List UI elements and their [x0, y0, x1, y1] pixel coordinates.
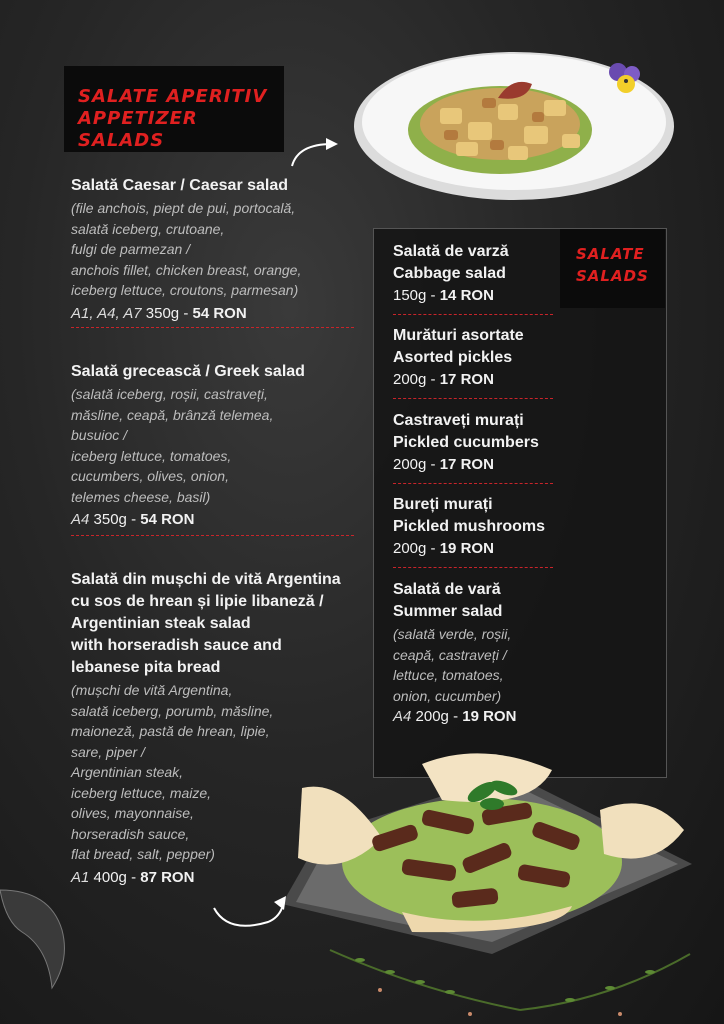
- price: 19 RON: [439, 540, 494, 557]
- item-description: (salată verde, roșii, ceapă, castraveți / lettuce, tomatoes, onion, cucumber): [393, 626, 512, 704]
- banner-line-ro: SALATE APERITIV: [78, 86, 268, 107]
- allergens: A4: [393, 708, 412, 725]
- weight: 200g: [393, 371, 427, 388]
- weight: 350g: [93, 511, 127, 528]
- price: 54 RON: [192, 304, 247, 322]
- weight: 200g: [415, 708, 449, 725]
- item-name-ro: Salată de vară: [393, 581, 501, 598]
- item-name: Salată Caesar / Caesar salad: [71, 177, 289, 194]
- banner-line-en: APPETIZER SALADS: [78, 108, 198, 151]
- item-name-en: Cabbage salad: [393, 265, 506, 282]
- item-description: (mușchi de vită Argentina, salată iceberg, porumb, măsline, maioneză, pastă de hrean, lipie, sare, piper / Argentinian steak, iceberg lettuce, maize, olives, mayonnaise, horseradish sauce, flat bread, salt, pepper): [71, 682, 274, 862]
- curved-arrow-icon: [286, 132, 346, 172]
- separator: [393, 483, 553, 485]
- menu-item-greek-salad: [71, 361, 361, 531]
- price: 17 RON: [439, 456, 494, 473]
- menu-item-caesar-salad: [71, 175, 361, 325]
- item-price-line: 200g - 17 RON: [393, 456, 494, 473]
- item-name-ro: Bureți murați: [393, 496, 493, 513]
- herb-sprig-decoration: [320, 930, 700, 1024]
- price: 87 RON: [140, 868, 195, 886]
- menu-item-pickled-cucumbers: [393, 410, 573, 476]
- banner-line-en: SALADS: [576, 267, 649, 285]
- item-name: Salată din mușchi de vită Argentina cu sos de hrean și lipie libaneză / Argentinian steak salad with horseradish sauce and lebanese pita bread: [71, 571, 341, 676]
- price: 17 RON: [439, 371, 494, 388]
- caesar-salad-photo: [348, 38, 678, 206]
- separator: [393, 314, 553, 316]
- item-price-line: A4 350g - 54 RON: [71, 511, 195, 528]
- item-price-line: 200g - 17 RON: [393, 371, 494, 388]
- item-description: (salată iceberg, roșii, castraveți, măsline, ceapă, brânză telemea, busuioc / iceberg lettuce, tomatoes, cucumbers, olives, onion, telemes cheese, basil): [71, 386, 274, 505]
- item-name-en: Asorted pickles: [393, 349, 513, 366]
- weight: 350g: [145, 304, 180, 322]
- item-price-line: 200g - 19 RON: [393, 540, 494, 557]
- price: 14 RON: [439, 287, 494, 304]
- item-price-line: A1, A4, A7 350g - 54 RON: [71, 304, 247, 322]
- banner-line-ro: SALATE: [576, 245, 645, 263]
- appetizer-salads-banner: [64, 66, 284, 152]
- item-name-ro: Salată de varză: [393, 243, 509, 260]
- menu-item-summer-salad: [393, 579, 573, 728]
- menu-item-pickled-mushrooms: [393, 494, 573, 560]
- item-name-ro: Castraveți murați: [393, 412, 524, 429]
- menu-item-cabbage-salad: [393, 241, 573, 307]
- item-name-en: Summer salad: [393, 603, 503, 620]
- allergens: A4: [71, 511, 90, 528]
- allergens: A1: [71, 868, 90, 886]
- weight: 400g: [93, 868, 127, 886]
- item-name-en: Pickled mushrooms: [393, 518, 546, 535]
- item-price-line: 150g - 14 RON: [393, 287, 494, 304]
- price: 54 RON: [140, 511, 195, 528]
- item-price-line: A4 200g - 19 RON: [393, 708, 517, 725]
- salads-banner: [560, 229, 665, 308]
- curved-arrow-icon: [208, 892, 292, 936]
- separator: [71, 327, 354, 329]
- price: 19 RON: [462, 708, 517, 725]
- separator: [393, 567, 553, 569]
- item-name-en: Pickled cucumbers: [393, 434, 539, 451]
- weight: 200g: [393, 456, 427, 473]
- item-name-ro: Murături asortate: [393, 327, 524, 344]
- weight: 150g: [393, 287, 427, 304]
- steak-salad-photo: [282, 744, 702, 960]
- item-name: Salată grecească / Greek salad: [71, 363, 305, 380]
- weight: 200g: [393, 540, 427, 557]
- menu-item-asorted-pickles: [393, 325, 573, 391]
- separator: [71, 535, 354, 537]
- chili-pepper-decoration: [0, 880, 80, 990]
- allergens: A1, A4, A7: [71, 304, 142, 322]
- item-price-line: A1 400g - 87 RON: [71, 868, 195, 886]
- separator: [393, 398, 553, 400]
- item-description: (file anchois, piept de pui, portocală, salată iceberg, crutoane, fulgi de parmezan / anchois fillet, chicken breast, orange, iceberg lettuce, croutons, parmesan): [71, 200, 302, 298]
